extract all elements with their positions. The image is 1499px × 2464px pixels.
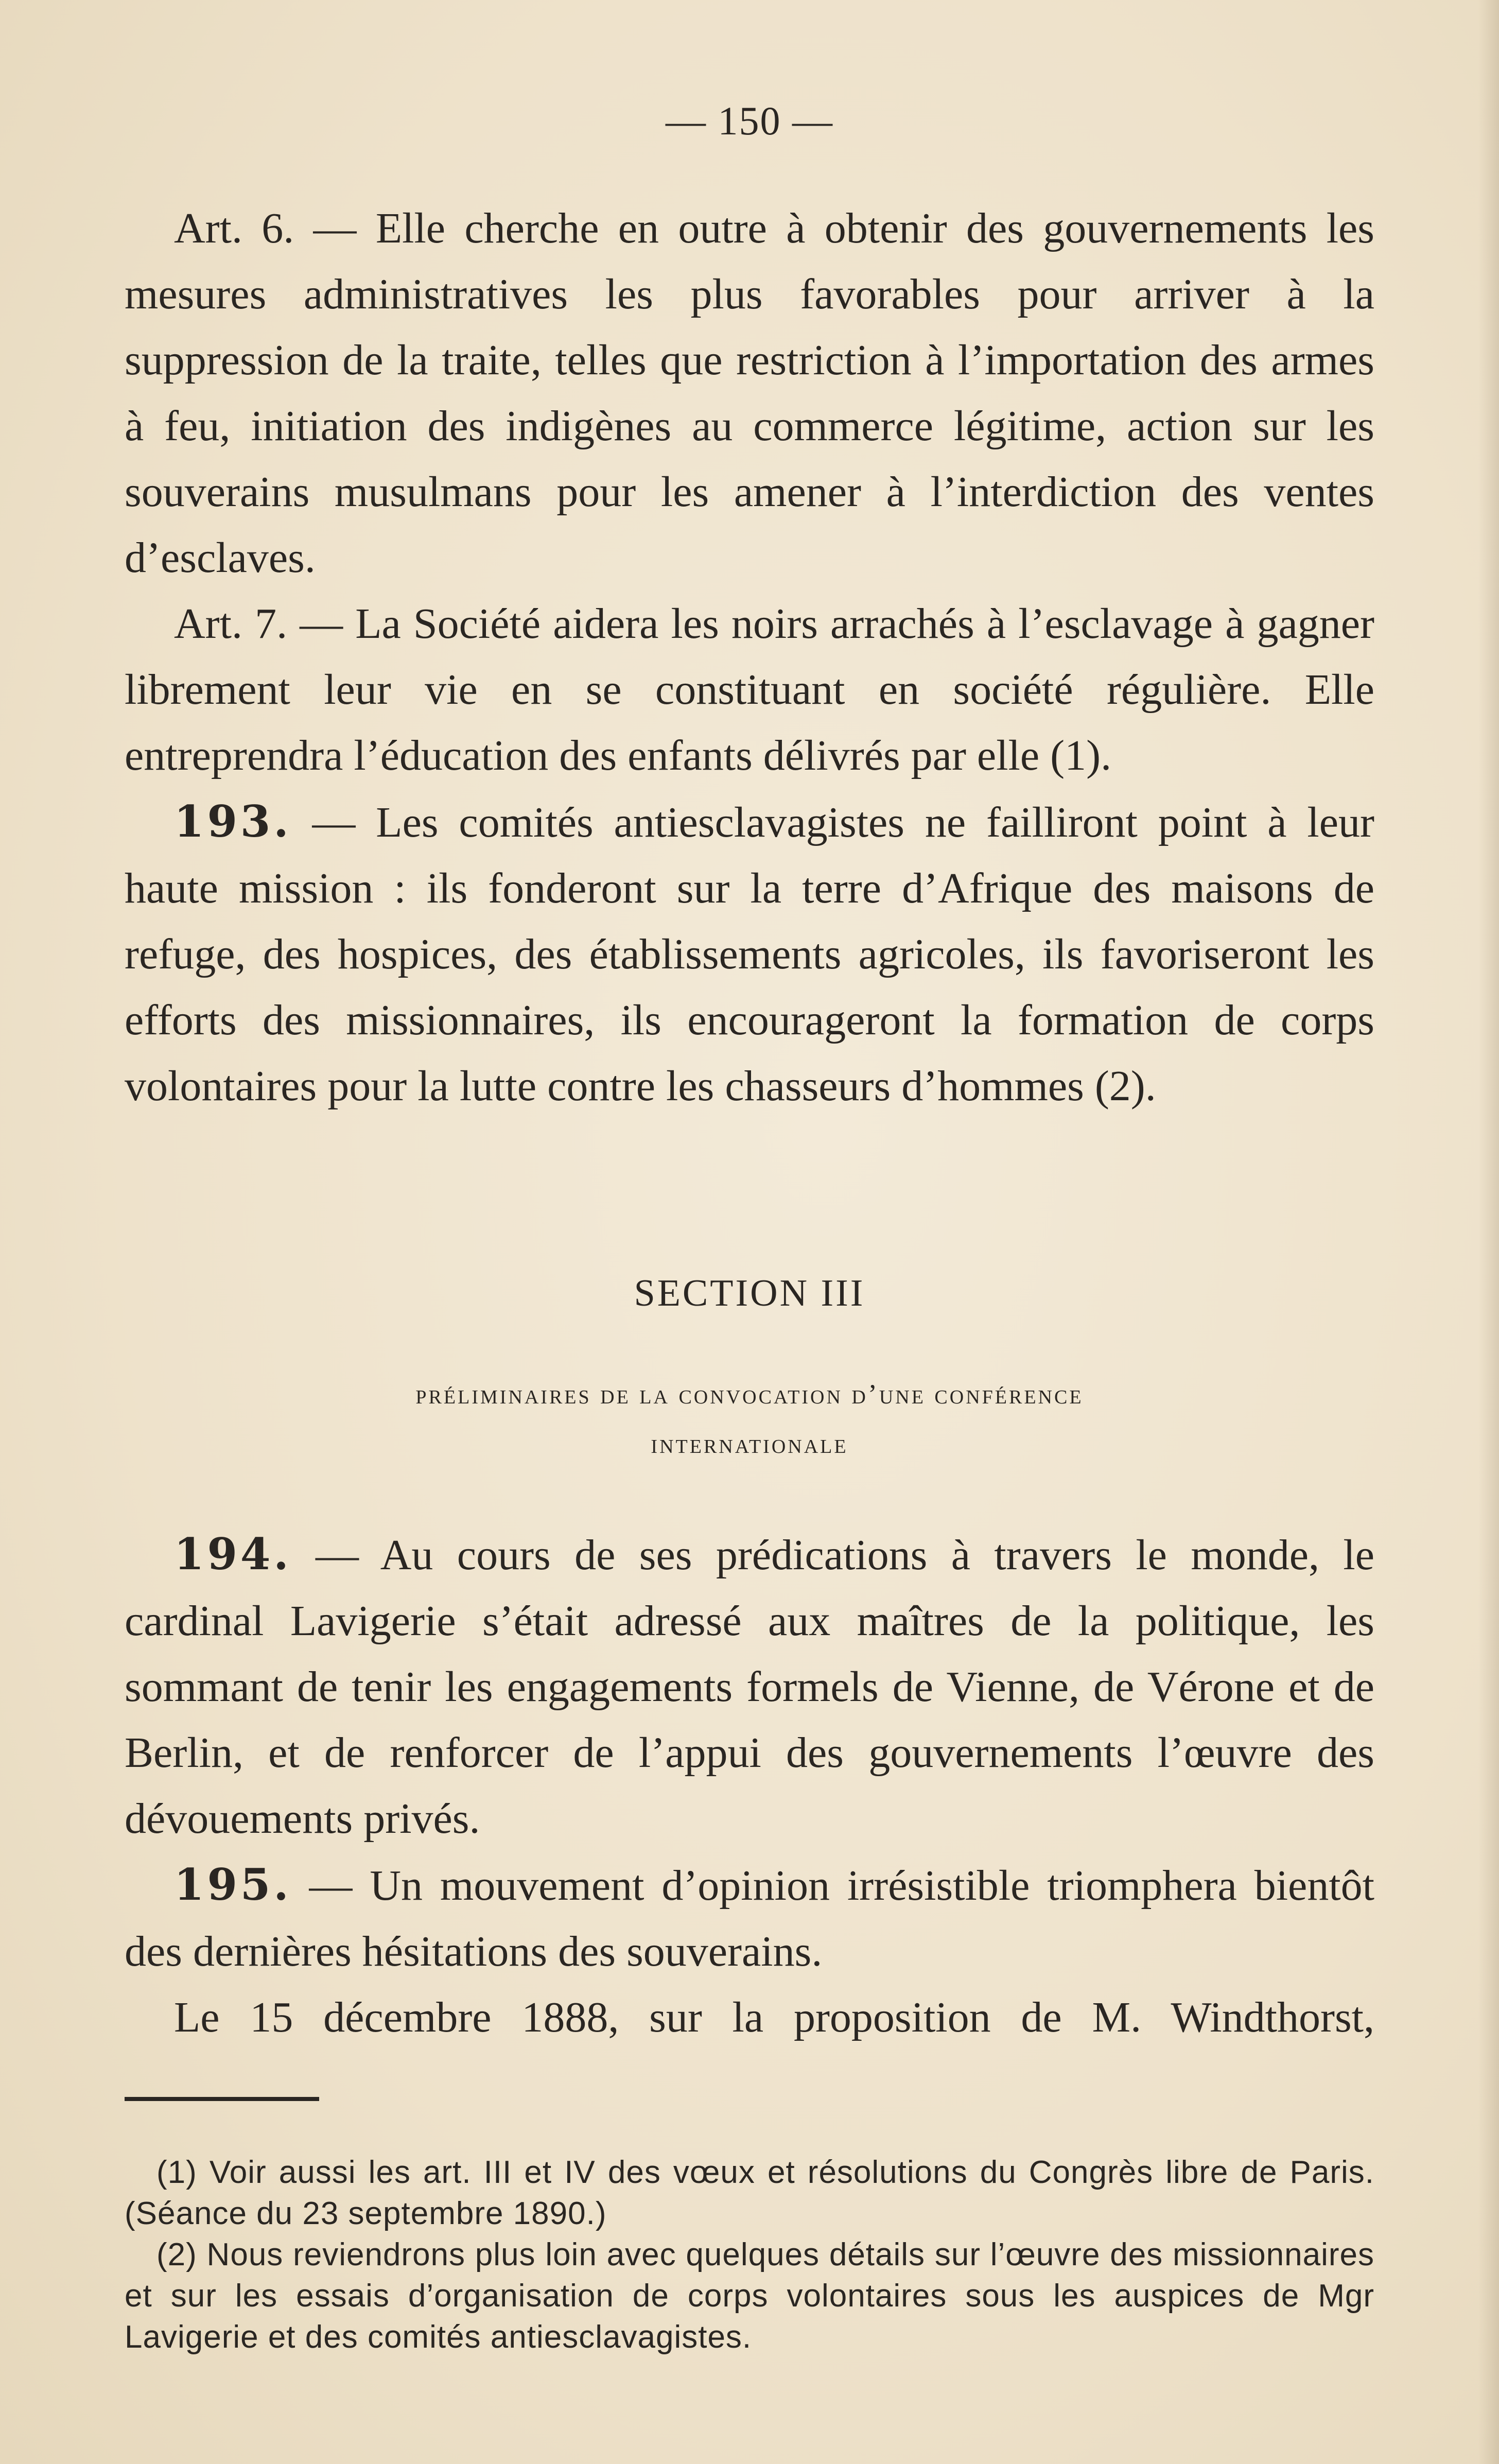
paragraph-number: 195. [174, 1859, 292, 1910]
article-label: Art. 6. [174, 204, 294, 252]
paragraph-text: — Les comités antiesclavagistes ne failliront point à leur haute mission : ils fonderont sur la terre d’Afrique des maisons de refuge, des hospices, des établissements agricoles, ils favoriseront les efforts des missionnaires, ils encourageront la formation de corps volontaires pour la lutte contre les chasseurs d’hommes (2). [125, 799, 1374, 1110]
footnotes [125, 2152, 1374, 2358]
page-edge-shadow [1478, 0, 1499, 2464]
footnote-rule [125, 2097, 319, 2101]
paragraph-text: — La Société aidera les noirs arrachés à l’esclavage à gagner librement leur vie en se constituant en société régulière. Elle entreprendra l’éducation des enfants délivrés par elle (1). [125, 600, 1374, 779]
paragraph-193 [125, 789, 1374, 1119]
section-subtitle [125, 1369, 1374, 1468]
page-number: — 150 — [666, 98, 833, 143]
paragraph-text: — Un mouvement d’opinion irrésistible triomphera bientôt des dernières hésitations des souverains. [125, 1862, 1374, 1975]
footnote-1: (1) Voir aussi les art. III et IV des vœux et résolutions du Congrès libre de Paris. (Séance du 23 septembre 1890.) [125, 2155, 1374, 2231]
article-label: Art. 7. [174, 600, 288, 648]
section-subtitle-line-1: préliminaires de la convocation d’une conférence [415, 1379, 1084, 1410]
body-text-bottom [125, 1521, 1374, 2051]
section-subtitle-line-2: internationale [651, 1428, 848, 1459]
paragraph-195 [125, 1852, 1374, 1985]
paragraph-art-7 [125, 591, 1374, 789]
paragraph-text: — Elle cherche en outre à obtenir des gouvernements les mesures administratives les plus favorables pour arriver à la suppression de la traite, telles que restriction à l’importation des armes à feu, initiation des indigènes au commerce légitime, action sur les souverains musulmans pour les amener à l’interdiction des ventes d’esclaves. [125, 204, 1375, 582]
paragraph-194 [125, 1521, 1374, 1852]
paragraph-art-6 [125, 196, 1374, 591]
paragraph-text: — Au cours de ses prédications à travers le monde, le cardinal Lavigerie s’était adressé aux maîtres de la politique, les sommant de tenir les engagements formels de Vienne, de Vérone et de Berlin, et de renforcer de l’appui des gouvernements l’œuvre des dévouements privés. [125, 1531, 1374, 1843]
paragraph-continued [125, 1985, 1374, 2051]
paragraph-number: 194. [174, 1529, 292, 1580]
footnote-2: (2) Nous reviendrons plus loin avec quelques détails sur l’œuvre des missionnaires et sur les essais d’organisation de corps volontaires sous les auspices de Mgr Lavigerie et des comités antiesclavagistes. [125, 2237, 1374, 2355]
paragraph-text: Le 15 décembre 1888, sur la proposition de M. Windthorst, [174, 1993, 1374, 2041]
body-text-top [125, 196, 1374, 1119]
paragraph-number: 193. [174, 796, 292, 847]
section-title: SECTION III [634, 1272, 865, 1314]
